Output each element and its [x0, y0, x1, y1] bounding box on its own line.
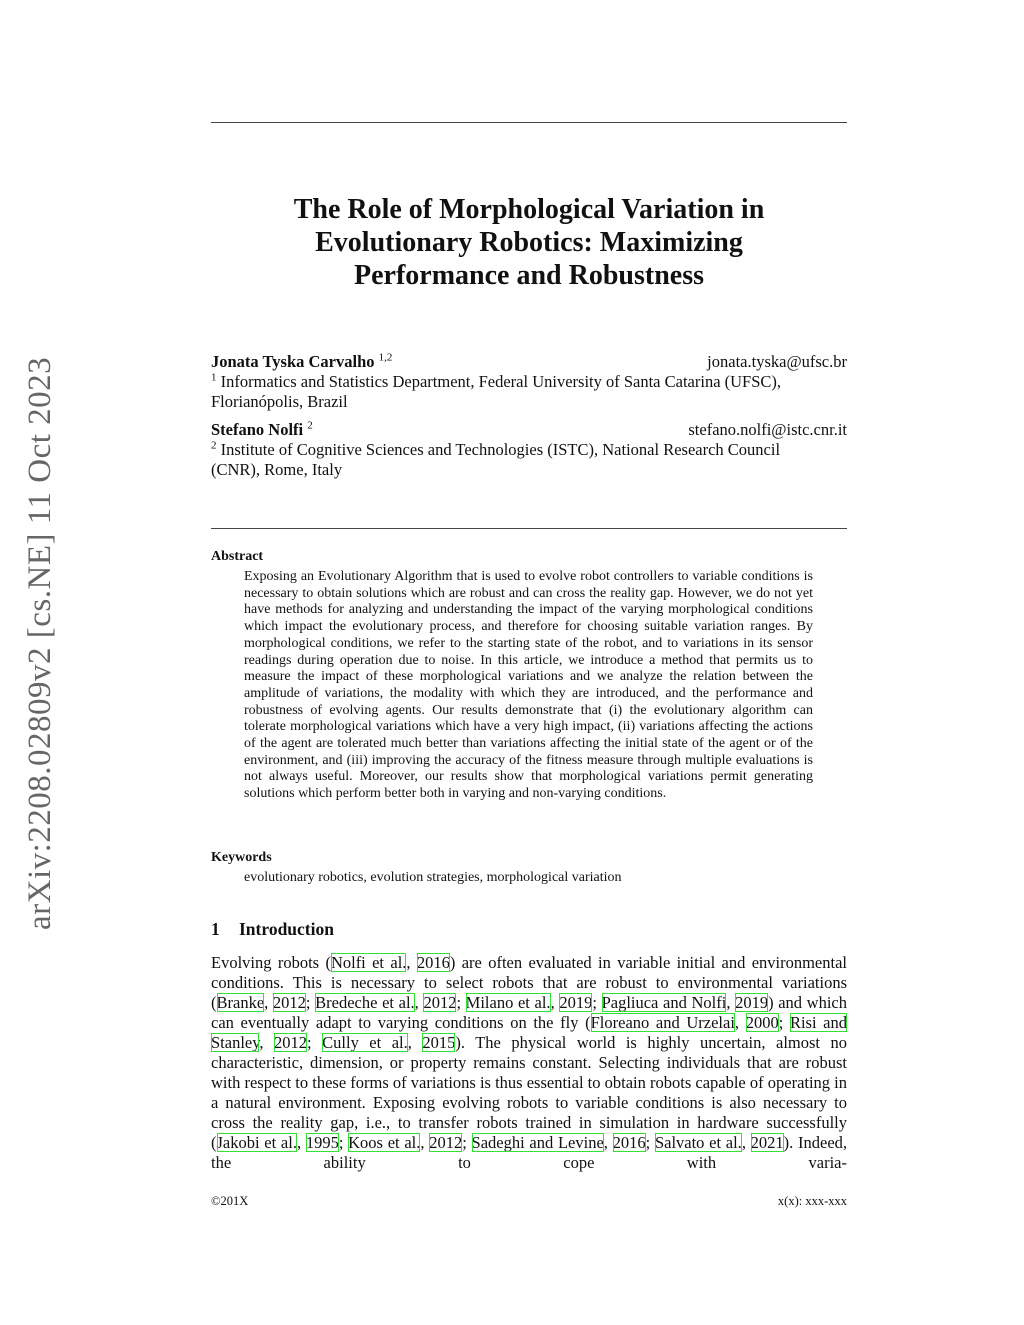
- citation-link[interactable]: Milano et al.: [465, 993, 551, 1012]
- citation-link[interactable]: Risi and Stanley: [211, 1013, 847, 1052]
- author-block: [211, 352, 847, 480]
- keywords-heading: Keywords: [211, 850, 272, 865]
- intro-paragraph: [211, 953, 847, 1173]
- mid-rule: [211, 528, 847, 529]
- author-entry: [211, 420, 313, 440]
- citation-link[interactable]: Salvato et al.: [654, 1133, 742, 1152]
- citation-link[interactable]: Jakobi et al.: [216, 1133, 297, 1152]
- citation-link[interactable]: 2012: [423, 993, 457, 1012]
- citation-link[interactable]: Floreano and Urzelai: [590, 1013, 735, 1032]
- citation-link[interactable]: Cully et al.: [322, 1033, 408, 1052]
- citation-link[interactable]: 2012: [429, 1133, 463, 1152]
- intro-text: Evolving robots (Nolfi et al., 2016) are often evaluated in variable initial and environmental conditions. This is necessary to select robots that are robust to environmental variations (Branke, 2012; Bredeche et al., 2012; Milano et al., 2019; Pagliuca and Nolfi, 2019) and which can eventually adapt to varying conditions on the fly (Floreano and Urzelai, 2000; Risi and Stanley, 2012; Cully et al., 2015). The physical world is highly uncertain, almost no characteristic, dimension, or property remains constant. Selecting individuals that are robust with respect to these forms of variations is thus essential to obtain robots capable of operating in a natural environment. Exposing evolving robots to variable conditions is also necessary to cross the reality gap, i.e., to transfer robots trained in simulation in hardware successfully (Jakobi et al., 1995; Koos et al., 2012; Sadeghi and Levine, 2016; Salvato et al., 2021). Indeed, the ability to cope with varia-: [211, 953, 848, 1172]
- citation-link[interactable]: Branke: [216, 993, 265, 1012]
- citation-link[interactable]: 2000: [745, 1013, 779, 1032]
- affiliation: [211, 372, 847, 392]
- citation-link[interactable]: 2012: [272, 993, 306, 1012]
- title-line: The Role of Morphological Variation in: [293, 194, 765, 225]
- keywords-text: evolutionary robotics, evolution strategies, morphological variation: [244, 870, 622, 885]
- citation-link[interactable]: 2019: [559, 993, 593, 1012]
- citation-link[interactable]: 1995: [305, 1133, 339, 1152]
- citation-link[interactable]: 2015: [422, 1033, 456, 1052]
- affiliation-line: Institute of Cognitive Sciences and Technologies (ISTC), National Research Council: [220, 440, 781, 459]
- title-line: Performance and Robustness: [354, 260, 704, 291]
- author-sup: 2: [307, 419, 313, 432]
- footer-pages: x(x): xxx-xxx: [777, 1194, 847, 1208]
- citation-link[interactable]: Sadeghi and Levine: [471, 1133, 604, 1152]
- affiliation-cont: (CNR), Rome, Italy: [211, 460, 343, 479]
- author-row: [211, 352, 847, 372]
- citation-link[interactable]: 2016: [416, 953, 450, 972]
- author-name: Jonata Tyska Carvalho: [211, 352, 375, 371]
- author-email[interactable]: stefano.nolfi@istc.cnr.it: [688, 420, 847, 439]
- citation-link[interactable]: 2021: [750, 1133, 784, 1152]
- affiliation-sup: 1: [211, 371, 217, 384]
- citation-link[interactable]: 2016: [612, 1133, 646, 1152]
- author-row: [211, 420, 847, 440]
- citation-link[interactable]: Bredeche et al.: [315, 993, 415, 1012]
- section-number: 1: [211, 919, 220, 939]
- author-email[interactable]: jonata.tyska@ufsc.br: [707, 352, 847, 371]
- abstract-heading: Abstract: [211, 549, 264, 564]
- footer-copyright: ©201X: [211, 1194, 249, 1208]
- section-heading: [211, 919, 334, 940]
- citation-link[interactable]: 2019: [735, 993, 769, 1012]
- top-rule: [211, 122, 847, 123]
- affiliation-sup: 2: [211, 439, 217, 452]
- arxiv-identifier: arXiv:2208.02809v2 [cs.NE] 11 Oct 2023: [22, 356, 58, 930]
- title-line: Evolutionary Robotics: Maximizing: [315, 227, 743, 258]
- paper-title: [211, 193, 847, 292]
- citation-link[interactable]: Nolfi et al.: [330, 953, 407, 972]
- author-entry: [211, 352, 392, 372]
- citation-link[interactable]: Koos et al.: [348, 1133, 421, 1152]
- citation-link[interactable]: 2012: [274, 1033, 308, 1052]
- author-name: Stefano Nolfi: [211, 420, 304, 439]
- affiliation: [211, 440, 847, 460]
- affiliation-line: Informatics and Statistics Department, Federal University of Santa Catarina (UFSC),: [220, 372, 782, 391]
- author-sup: 1,2: [378, 351, 393, 364]
- abstract-text: Exposing an Evolutionary Algorithm that is used to evolve robot controllers to variable conditions is necessary to obtain solutions which are robust and can cross the reality gap. However, we do not yet have methods for analyzing and understanding the impact of the varying morphological conditions which impact the evolutionary process, and therefore for choosing suitable variation ranges. By morphological conditions, we refer to the starting state of the robot, and to variations in its sensor readings during operation due to noise. In this article, we introduce a method that permits us to measure the impact of these morphological variations and we analyze the relation between the amplitude of variations, the modality with which they are introduced, and the performance and robustness of evolving agents. Our results demonstrate that (i) the evolutionary algorithm can tolerate morphological variations which have a very high impact, (ii) variations affecting the actions of the agent are tolerated much better than variations affecting the initial state of the agent or of the environment, and (iii) improving the accuracy of the fitness measure through multiple evaluations is not always useful. Moreover, our results show that morphological variations permit generating solutions which perform better both in varying and non-varying conditions.: [244, 569, 813, 802]
- section-title: Introduction: [239, 919, 334, 939]
- citation-link[interactable]: Pagliuca and Nolfi: [601, 993, 727, 1012]
- affiliation-cont: Florianópolis, Brazil: [211, 392, 348, 411]
